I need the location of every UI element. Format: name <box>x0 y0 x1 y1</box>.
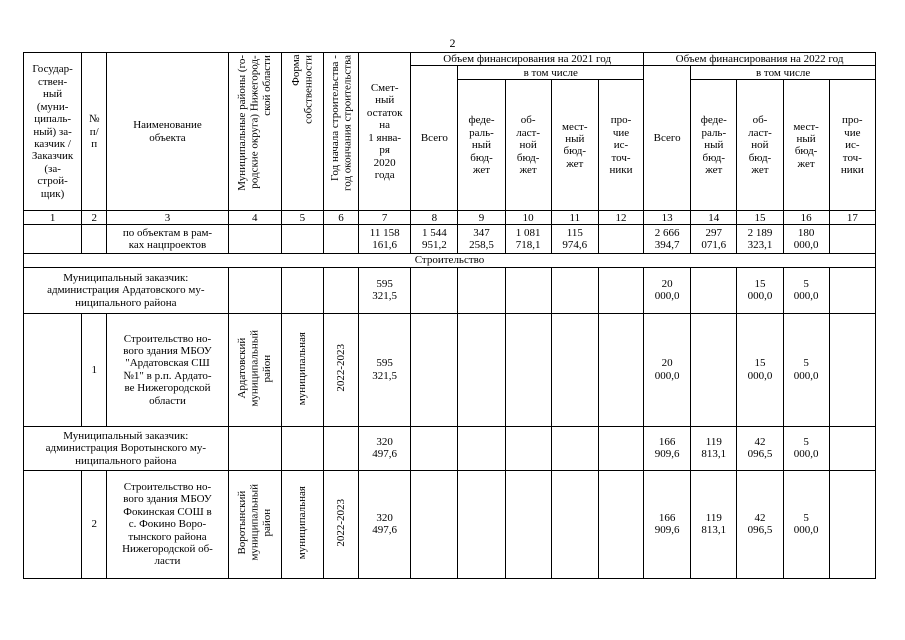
col-number: 1 <box>24 211 82 225</box>
header-2022-federal: феде- раль- ный бюд- жет <box>691 80 737 211</box>
value-cell: 2 666 394,7 <box>644 225 691 254</box>
col-number: 3 <box>107 211 228 225</box>
section-title: Строительство <box>24 254 876 267</box>
col-number: 12 <box>598 211 643 225</box>
header-object-name: Наименование объекта <box>107 53 228 211</box>
ardatov-customer-label: Муниципальный заказчик: администрация Ардатовского му- ниципального района <box>24 267 229 313</box>
ardatov-number: 1 <box>82 313 107 426</box>
value-cell <box>829 470 875 578</box>
value-cell: 5 000,0 <box>783 426 829 470</box>
national-projects-row <box>24 225 876 254</box>
col-number: 11 <box>551 211 598 225</box>
col-number: 7 <box>359 211 411 225</box>
value-cell <box>829 267 875 313</box>
value-cell <box>551 426 598 470</box>
vorotyn-object-name: Строительство но- вого здания МБОУ Фокинская СОШ в с. Фокино Воро- тынского района Нижегородской об- ласти <box>107 470 228 578</box>
header-years: Год начала строительства - год окончания строительства <box>323 53 358 211</box>
value-cell: 1 081 718,1 <box>505 225 551 254</box>
value-cell <box>458 426 505 470</box>
empty-cell <box>281 225 323 254</box>
vorotyn-number: 2 <box>82 470 107 578</box>
col-number: 17 <box>829 211 875 225</box>
value-cell <box>829 225 875 254</box>
header-row-top <box>24 53 876 66</box>
header-2022-including: в том числе <box>691 66 876 80</box>
header-districts: Муниципальные районы (го- родские округа) Нижегород- ской области <box>228 53 281 211</box>
header-ownership: Форма собственности <box>281 53 323 211</box>
value-cell <box>411 470 458 578</box>
financing-table <box>23 52 876 579</box>
value-cell: 20 000,0 <box>644 267 691 313</box>
value-cell <box>505 267 551 313</box>
value-cell: 20 000,0 <box>644 313 691 426</box>
value-cell: 5 000,0 <box>783 313 829 426</box>
ardatov-customer-row <box>24 267 876 313</box>
empty-cell <box>323 225 358 254</box>
value-cell <box>458 470 505 578</box>
value-cell: 595 321,5 <box>359 313 411 426</box>
header-2021-regional: об- ласт- ной бюд- жет <box>505 80 551 211</box>
value-cell <box>691 267 737 313</box>
value-cell <box>411 267 458 313</box>
col-number: 16 <box>783 211 829 225</box>
header-financing-2021: Объем финансирования на 2021 год <box>411 53 644 66</box>
value-cell <box>598 426 643 470</box>
value-cell: 320 497,6 <box>359 426 411 470</box>
value-cell: 119 813,1 <box>691 470 737 578</box>
value-cell: 15 000,0 <box>737 313 783 426</box>
header-2022-regional: об- ласт- ной бюд- жет <box>737 80 783 211</box>
value-cell <box>598 470 643 578</box>
ardatov-object-name: Строительство но- вого здания МБОУ "Ардатовская СШ №1" в р.п. Ардато- ве Нижегородской области <box>107 313 228 426</box>
header-2022-local: мест- ный бюд- жет <box>783 80 829 211</box>
value-cell <box>505 426 551 470</box>
value-cell: 297 071,6 <box>691 225 737 254</box>
vorotyn-ownership: муниципальная <box>281 470 323 578</box>
empty-cell <box>24 470 82 578</box>
national-projects-label: по объектам в рам- ках нацпроектов <box>107 225 228 254</box>
value-cell: 42 096,5 <box>737 470 783 578</box>
col-number: 9 <box>458 211 505 225</box>
header-number: № п/ п <box>82 53 107 211</box>
empty-cell <box>281 267 323 313</box>
column-numbers-row <box>24 211 876 225</box>
value-cell <box>411 313 458 426</box>
ardatov-ownership: муниципальная <box>281 313 323 426</box>
header-2021-federal: феде- раль- ный бюд- жет <box>458 80 505 211</box>
header-financing-2022: Объем финансирования на 2022 год <box>644 53 876 66</box>
value-cell <box>458 267 505 313</box>
header-2021-other: про- чие ис- точ- ники <box>598 80 643 211</box>
value-cell: 11 158 161,6 <box>359 225 411 254</box>
col-number: 4 <box>228 211 281 225</box>
empty-cell <box>228 225 281 254</box>
header-2022-other: про- чие ис- точ- ники <box>829 80 875 211</box>
col-number: 6 <box>323 211 358 225</box>
value-cell: 5 000,0 <box>783 470 829 578</box>
ardatov-years: 2022-2023 <box>323 313 358 426</box>
value-cell <box>598 267 643 313</box>
empty-cell <box>228 267 281 313</box>
value-cell: 166 909,6 <box>644 426 691 470</box>
empty-cell <box>24 313 82 426</box>
value-cell: 1 544 951,2 <box>411 225 458 254</box>
header-customer: Государ- ствен- ный (муни- ципаль- ный) за- казчик / Заказчик (за- строй- щик) <box>24 53 82 211</box>
vorotyn-district: Воротынский муниципальный район <box>228 470 281 578</box>
col-number: 8 <box>411 211 458 225</box>
header-estimated-balance: Смет- ный остаток на 1 янва- ря 2020 года <box>359 53 411 211</box>
value-cell: 2 189 323,1 <box>737 225 783 254</box>
ardatov-object-row <box>24 313 876 426</box>
col-number: 14 <box>691 211 737 225</box>
value-cell <box>411 426 458 470</box>
ardatov-district: Ардатовский муниципальный район <box>228 313 281 426</box>
header-2021-including: в том числе <box>458 66 644 80</box>
col-number: 2 <box>82 211 107 225</box>
value-cell: 320 497,6 <box>359 470 411 578</box>
vorotyn-customer-label: Муниципальный заказчик: администрация Воротынского му- ниципального района <box>24 426 229 470</box>
vorotyn-years: 2022-2023 <box>323 470 358 578</box>
header-2021-local: мест- ный бюд- жет <box>551 80 598 211</box>
value-cell: 115 974,6 <box>551 225 598 254</box>
value-cell <box>551 470 598 578</box>
value-cell: 119 813,1 <box>691 426 737 470</box>
value-cell <box>458 313 505 426</box>
col-number: 15 <box>737 211 783 225</box>
empty-cell <box>24 225 82 254</box>
value-cell <box>551 267 598 313</box>
vorotyn-customer-row <box>24 426 876 470</box>
empty-cell <box>82 225 107 254</box>
empty-cell <box>323 267 358 313</box>
empty-cell <box>281 426 323 470</box>
col-number: 10 <box>505 211 551 225</box>
value-cell: 42 096,5 <box>737 426 783 470</box>
value-cell: 180 000,0 <box>783 225 829 254</box>
value-cell: 15 000,0 <box>737 267 783 313</box>
empty-cell <box>228 426 281 470</box>
value-cell <box>505 313 551 426</box>
value-cell: 347 258,5 <box>458 225 505 254</box>
value-cell <box>505 470 551 578</box>
value-cell <box>691 313 737 426</box>
section-row <box>24 254 876 267</box>
vorotyn-object-row <box>24 470 876 578</box>
header-2022-total: Всего <box>644 66 691 211</box>
value-cell <box>598 313 643 426</box>
empty-cell <box>323 426 358 470</box>
value-cell: 5 000,0 <box>783 267 829 313</box>
header-2021-total: Всего <box>411 66 458 211</box>
col-number: 5 <box>281 211 323 225</box>
value-cell <box>829 313 875 426</box>
value-cell: 166 909,6 <box>644 470 691 578</box>
value-cell <box>829 426 875 470</box>
page-number: 2 <box>449 36 456 50</box>
value-cell <box>551 313 598 426</box>
value-cell <box>598 225 643 254</box>
col-number: 13 <box>644 211 691 225</box>
value-cell: 595 321,5 <box>359 267 411 313</box>
